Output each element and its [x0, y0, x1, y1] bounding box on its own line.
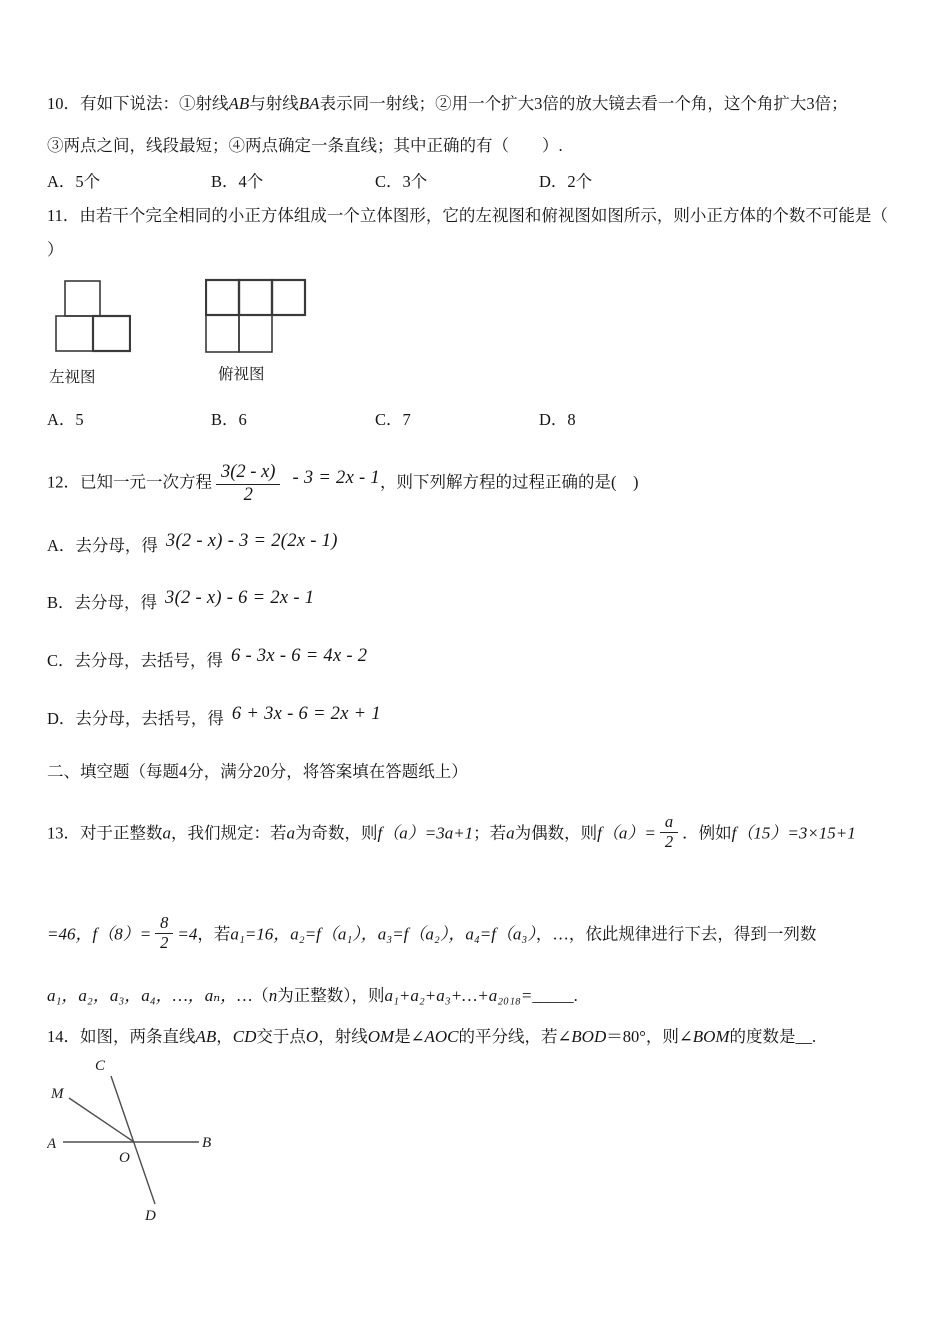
q13-seg: 为奇数，则: [295, 823, 378, 843]
option-equation: 6 - 3x - 6 = 4x - 2: [231, 646, 368, 666]
fraction-denominator: 2: [160, 933, 169, 953]
q13-seg: （: [252, 986, 269, 1005]
q13-seg: ，若: [197, 924, 231, 944]
top-view-cube: [206, 280, 239, 315]
q12-option-a: [47, 531, 338, 558]
left-view-cube: [93, 316, 130, 351]
math-angle-bom: BOM: [692, 1027, 730, 1046]
q10-line1: [47, 93, 848, 115]
q12-option-c: [47, 646, 368, 673]
math-line-ab: AB: [195, 1027, 217, 1046]
label-o: O: [119, 1150, 130, 1166]
q14-seg: 的度数是__.: [729, 1027, 817, 1046]
q14-seg: 14．如图，两条直线: [47, 1027, 196, 1046]
option-label: C．去分母，去括号，得: [47, 651, 224, 670]
line-cd: [111, 1076, 155, 1204]
q14-geometry-figure: [47, 1052, 267, 1227]
fraction-denominator: 2: [243, 484, 253, 505]
option-label: D．去分母，去括号，得: [47, 709, 224, 728]
math-f-example: f（15）=3×15+1: [731, 823, 856, 843]
math-angle-aoc: AOC: [424, 1027, 459, 1046]
q13-seg: 13．对于正整数: [47, 823, 163, 843]
q11-options: [47, 410, 576, 431]
q13-line1: [47, 812, 856, 854]
q10-options: [47, 172, 592, 193]
math-sequence-list: a₁，a₂，a₃，a₄，…，aₙ，…: [47, 986, 253, 1005]
q12-option-d: [47, 704, 381, 731]
top-view-cube: [206, 315, 239, 352]
option-equation: 3(2 - x) - 3 = 2(2x - 1): [165, 531, 338, 551]
q11-option-d: D．8: [539, 410, 576, 429]
q13-seg: 为正整数），则: [277, 986, 385, 1005]
math-line-cd: CD: [232, 1027, 257, 1046]
top-view-cube: [272, 280, 305, 315]
q12-equation: - 3 = 2x - 1: [292, 467, 380, 488]
q13-seg: ．例如: [682, 823, 732, 843]
option-label: B．去分母，得: [47, 593, 158, 612]
q11-option-a: A．5: [47, 410, 84, 429]
math-ray-ba: BA: [298, 94, 320, 113]
top-view-label: 俯视图: [218, 366, 265, 383]
q10-seg: 与射线: [249, 94, 299, 113]
fraction-denominator: 2: [664, 832, 674, 852]
q12-fraction: [216, 462, 280, 505]
q13-line2: [47, 913, 817, 955]
label-d: D: [145, 1208, 156, 1224]
q10-option-a: A．5个: [47, 172, 101, 191]
math-f-even: f（a）=: [597, 823, 656, 843]
math-ray-om: OM: [367, 1027, 395, 1046]
math-eq4: =4: [177, 924, 198, 944]
math-f-odd: f（a）=3a+1: [377, 823, 474, 843]
q14-seg: 交于点: [256, 1027, 306, 1046]
q13-fraction-a2: [660, 813, 678, 852]
math-a: a: [506, 823, 515, 843]
fraction-numerator: 3(2 - x): [216, 462, 280, 485]
math-angle-bod: BOD: [571, 1027, 607, 1046]
q11-line2: ）: [47, 240, 64, 259]
q10-line2: ③两点之间，线段最短；④两点确定一条直线；其中正确的有（ ）.: [47, 136, 563, 155]
q11-line1: 11．由若干个完全相同的小正方体组成一个立体图形，它的左视图和俯视图如图所示，则小正方体的个数不可能是（: [47, 206, 888, 225]
q13-seg: 为偶数，则: [514, 823, 598, 843]
section2-header: 二、填空题（每题4分，满分20分，将答案填在答题纸上）: [47, 762, 468, 781]
q14-seg: ，射线: [318, 1027, 368, 1046]
left-view-cube: [56, 316, 93, 351]
q10-seg: 表示同一射线；②用一个扩大3倍的放大镜去看一个角，这个角扩大3倍；: [319, 94, 848, 113]
q14-seg: ＝80°，则∠: [606, 1027, 693, 1046]
label-a: A: [47, 1136, 57, 1152]
q13-blank: _____.: [532, 986, 578, 1005]
math-ray-ab: AB: [228, 94, 250, 113]
math-point-o: O: [305, 1027, 319, 1046]
q12-seg: 12．已知一元一次方程: [47, 472, 212, 492]
q10-option-d: D．2个: [539, 172, 593, 191]
label-b: B: [202, 1135, 212, 1151]
top-view-cube: [239, 280, 272, 315]
q13-line3: [47, 985, 578, 1007]
left-view-cube: [65, 281, 100, 316]
fraction-numerator: 8: [155, 914, 173, 934]
q10-option-b: B．4个: [211, 172, 264, 191]
label-m: M: [51, 1086, 64, 1102]
left-view-figure: [55, 279, 131, 353]
q11-option-b: B．6: [211, 410, 247, 429]
option-label: A．去分母，得: [47, 536, 158, 555]
q14-seg: 的平分线，若∠: [458, 1027, 572, 1046]
q12-option-b: [47, 588, 315, 615]
fraction-numerator: a: [660, 813, 678, 833]
top-view-cube: [239, 315, 272, 352]
q13-fraction-82: [155, 914, 173, 953]
math-a: a: [286, 823, 295, 843]
q13-seg: ；若: [473, 823, 507, 843]
top-view-figure: [205, 277, 307, 354]
exam-content: [47, 0, 917, 1344]
option-equation: 3(2 - x) - 6 = 2x - 1: [165, 588, 315, 608]
label-c: C: [95, 1058, 106, 1074]
q14-text: [47, 1026, 816, 1048]
left-view-label: 左视图: [49, 369, 96, 386]
q14-seg: ，: [216, 1027, 233, 1046]
option-equation: 6 + 3x - 6 = 2x + 1: [231, 704, 381, 724]
q13-seg: ，我们规定：若: [171, 823, 287, 843]
q12-seg: ，则下列解方程的过程正确的是( ): [379, 472, 639, 492]
q11-option-c: C．7: [375, 410, 411, 429]
q13-seg: ，…，依此规律进行下去，得到一列数: [535, 924, 817, 944]
q14-seg: 是∠: [394, 1027, 425, 1046]
ray-om: [69, 1098, 134, 1142]
math-sequence-def: a₁=16，a₂=f（a₁），a₃=f（a₂），a₄=f（a₃）: [230, 924, 536, 944]
math-n: n: [268, 986, 278, 1005]
math-a: a: [162, 823, 171, 843]
q10-option-c: C．3个: [375, 172, 428, 191]
q10-seg: 10．有如下说法：①射线: [47, 94, 229, 113]
q12-stem: [47, 462, 638, 505]
math-f8: =46，f（8）=: [47, 924, 152, 944]
math-sum: a₁+a₂+a₃+…+a₂₀₁₈=: [384, 986, 533, 1005]
